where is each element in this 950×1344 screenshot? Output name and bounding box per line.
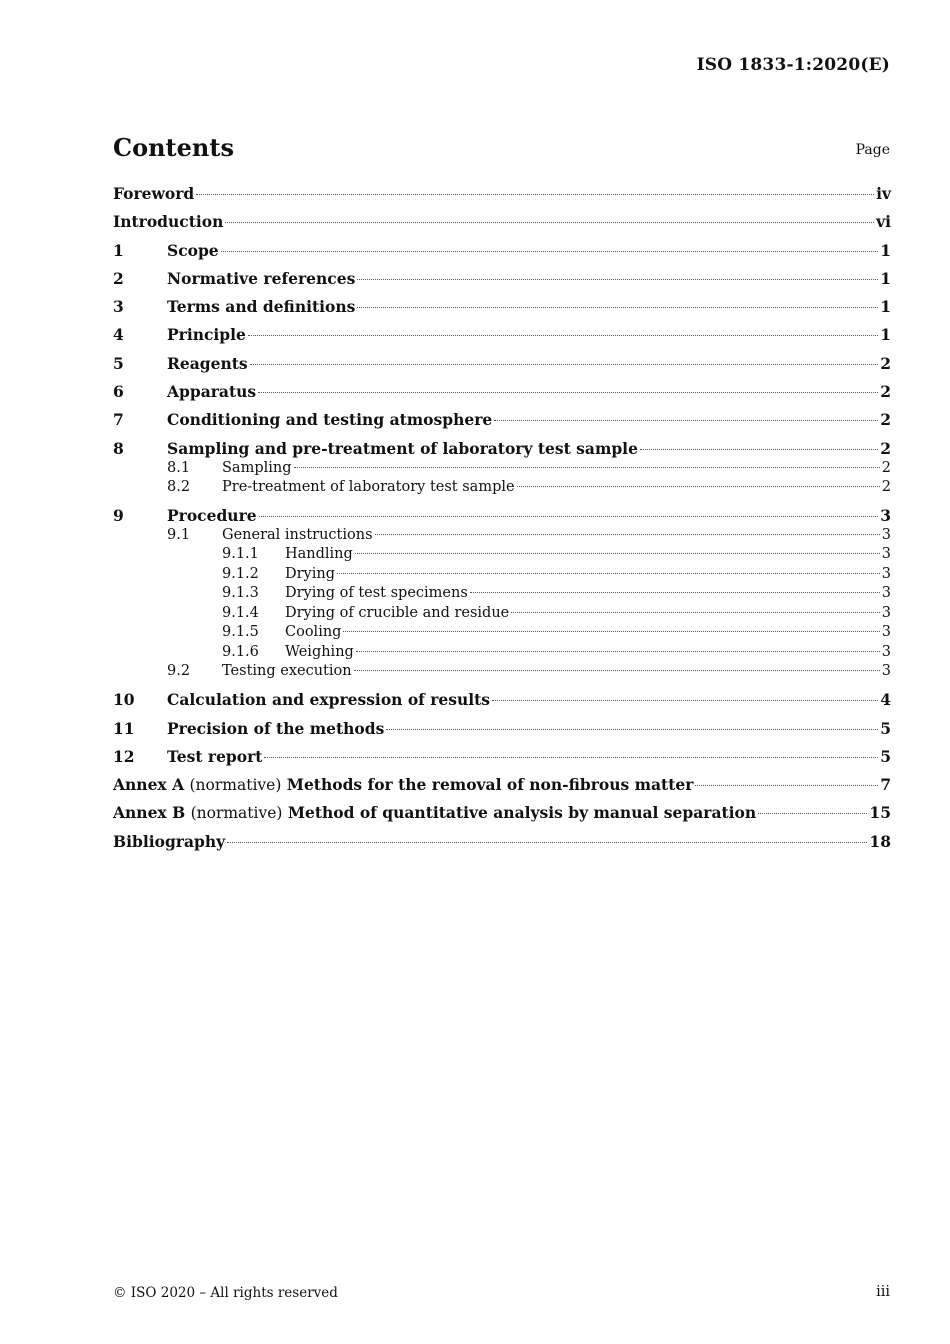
toc-entry-title (113, 803, 756, 823)
toc-entry[interactable] (113, 565, 891, 585)
toc-entry-page: 15 (869, 803, 891, 823)
dot-leader (227, 841, 867, 843)
toc-entry-page: 3 (881, 526, 891, 543)
dot-leader (250, 363, 879, 365)
toc-entry-number: 4 (113, 325, 124, 345)
toc-entry-page: 1 (880, 240, 891, 260)
dot-leader (225, 221, 874, 223)
toc-entry-number: 11 (113, 718, 135, 738)
toc-entry-number: 10 (113, 690, 135, 710)
toc-entry-title: Foreword (113, 184, 195, 203)
dot-leader (695, 784, 878, 786)
dot-leader (248, 334, 878, 336)
dot-leader (517, 485, 880, 487)
dot-leader (357, 306, 878, 308)
page-title: Contents (113, 133, 234, 162)
toc-entry-number: 8.1 (167, 459, 191, 476)
dot-leader (355, 552, 880, 554)
toc-entry-title: Drying of crucible and residue (285, 604, 510, 621)
toc-entry-number: 3 (113, 297, 124, 317)
toc-entry-title: Test report (167, 746, 263, 766)
dot-leader (259, 515, 879, 517)
toc-entry-page: 3 (881, 585, 891, 602)
toc-entry-title: Bibliography (113, 831, 226, 851)
toc-entry-page: 2 (880, 438, 891, 458)
toc-entry-title: Sampling and pre-treatment of laboratory test sample (167, 438, 638, 458)
toc-entry-number: 9.1 (167, 526, 191, 543)
toc-entry[interactable] (113, 584, 891, 604)
toc-entry[interactable] (113, 775, 891, 795)
toc-entry-number: 9.1.6 (222, 643, 259, 660)
toc-entry[interactable] (113, 241, 891, 261)
toc-entry-page: vi (876, 212, 891, 232)
toc-entry-number: 9.1.1 (222, 546, 259, 563)
toc-entry-number: 2 (113, 268, 124, 288)
toc-entry[interactable] (113, 269, 891, 289)
toc-entry-number: 9.1.3 (222, 585, 259, 602)
toc-entry-page: 7 (880, 775, 891, 795)
toc-entry-number: 9 (113, 505, 124, 525)
toc-entry-number: 5 (113, 353, 124, 373)
toc-entry[interactable] (113, 643, 891, 663)
toc-entry-title: Apparatus (167, 382, 257, 402)
dot-leader (375, 533, 880, 535)
annex-label: Annex A (113, 775, 185, 795)
dot-leader (758, 812, 867, 814)
toc-entry[interactable] (113, 439, 891, 459)
dot-leader (196, 193, 874, 195)
toc-entry-page: 5 (880, 718, 891, 738)
toc-entry-title: Scope (167, 240, 219, 260)
toc-entry-page: 3 (881, 643, 891, 660)
dot-leader (357, 278, 878, 280)
toc-entry[interactable] (113, 662, 891, 682)
toc-entry-page: 3 (881, 663, 891, 680)
toc-entry-number: 1 (113, 240, 124, 260)
toc-entry-title (113, 775, 693, 795)
toc-entry[interactable] (113, 506, 891, 526)
toc-entry-page: 2 (880, 382, 891, 402)
document-id: ISO 1833-1:2020(E) (696, 55, 890, 75)
page-column-label: Page (855, 142, 890, 158)
dot-leader (343, 630, 879, 632)
toc-entry[interactable] (113, 604, 891, 624)
toc-entry-title: Calculation and expression of results (167, 690, 491, 710)
toc-entry-title: Normative references (167, 268, 356, 288)
annex-title: Methods for the removal of non-fibrous matter (286, 775, 694, 795)
toc-entry-title: Precision of the methods (167, 718, 385, 738)
toc-entry[interactable] (113, 184, 891, 204)
toc-entry[interactable] (113, 719, 891, 739)
toc-entry-page: 2 (881, 459, 891, 476)
toc-entry-number: 8.2 (167, 479, 191, 496)
annex-normative-label: (normative) (190, 804, 283, 823)
annex-title: Method of quantitative analysis by manual separation (287, 803, 757, 823)
dot-leader (640, 448, 878, 450)
toc-entry-title: Principle (167, 325, 246, 345)
dot-leader (492, 699, 878, 701)
toc-entry-title: Introduction (113, 212, 224, 232)
toc-entry-title: General instructions (222, 526, 373, 543)
toc-entry-page: 18 (869, 831, 891, 851)
toc-entry[interactable] (113, 459, 891, 479)
toc-entry-title: Terms and definitions (167, 297, 356, 317)
toc-entry-page: 3 (881, 565, 891, 582)
table-of-contents (113, 184, 891, 852)
toc-entry-page: 1 (880, 297, 891, 317)
toc-entry-number: 6 (113, 382, 124, 402)
toc-entry-page: 4 (880, 690, 891, 710)
toc-entry-title: Pre-treatment of laboratory test sample (222, 479, 515, 496)
toc-entry-page: iv (876, 184, 891, 203)
toc-entry-number: 9.2 (167, 663, 191, 680)
dot-leader (258, 391, 878, 393)
annex-label: Annex B (113, 803, 186, 823)
toc-entry-page: 3 (881, 624, 891, 641)
toc-entry-title: Sampling (222, 459, 292, 476)
toc-entry-number: 9.1.4 (222, 604, 259, 621)
toc-entry-page: 2 (880, 353, 891, 373)
toc-entry-page: 3 (881, 604, 891, 621)
toc-entry[interactable] (113, 212, 891, 232)
dot-leader (356, 650, 880, 652)
toc-entry-page: 3 (881, 546, 891, 563)
toc-entry[interactable] (113, 747, 891, 767)
toc-entry-title: Reagents (167, 353, 248, 373)
toc-entry[interactable] (113, 325, 891, 345)
toc-entry[interactable] (113, 478, 891, 498)
toc-entry-title: Conditioning and testing atmosphere (167, 410, 493, 430)
toc-entry-page: 5 (880, 746, 891, 766)
page-number: iii (876, 1284, 890, 1300)
dot-leader (494, 419, 878, 421)
toc-entry[interactable] (113, 526, 891, 546)
dot-leader (354, 669, 880, 671)
toc-entry[interactable] (113, 803, 891, 823)
toc-entry-title: Drying of test specimens (285, 585, 468, 602)
toc-entry[interactable] (113, 545, 891, 565)
toc-entry[interactable] (113, 297, 891, 317)
toc-entry-title: Handling (285, 546, 353, 563)
dot-leader (294, 466, 880, 468)
dot-leader (470, 591, 880, 593)
toc-entry-title: Drying (285, 565, 336, 582)
toc-entry[interactable] (113, 832, 891, 852)
toc-entry-page: 3 (880, 505, 891, 525)
dot-leader (386, 728, 878, 730)
toc-entry-number: 9.1.2 (222, 565, 259, 582)
toc-entry-page: 1 (880, 268, 891, 288)
toc-entry-title: Procedure (167, 505, 257, 525)
toc-entry-page: 1 (880, 325, 891, 345)
toc-entry[interactable] (113, 690, 891, 710)
dot-leader (337, 572, 880, 574)
copyright-notice: © ISO 2020 – All rights reserved (113, 1285, 338, 1301)
toc-entry-number: 9.1.5 (222, 624, 259, 641)
dot-leader (511, 611, 880, 613)
toc-entry-page: 2 (881, 479, 891, 496)
toc-entry-number: 7 (113, 410, 124, 430)
toc-entry-page: 2 (880, 410, 891, 430)
toc-entry-number: 12 (113, 746, 135, 766)
toc-entry[interactable] (113, 354, 891, 374)
toc-entry-title: Weighing (285, 643, 354, 660)
annex-normative-label: (normative) (189, 776, 282, 795)
toc-entry-number: 8 (113, 438, 124, 458)
toc-entry-title: Cooling (285, 624, 342, 641)
dot-leader (264, 756, 878, 758)
toc-entry-title: Testing execution (222, 663, 352, 680)
dot-leader (221, 250, 879, 252)
toc-entry[interactable] (113, 410, 891, 430)
toc-entry[interactable] (113, 623, 891, 643)
toc-entry[interactable] (113, 382, 891, 402)
